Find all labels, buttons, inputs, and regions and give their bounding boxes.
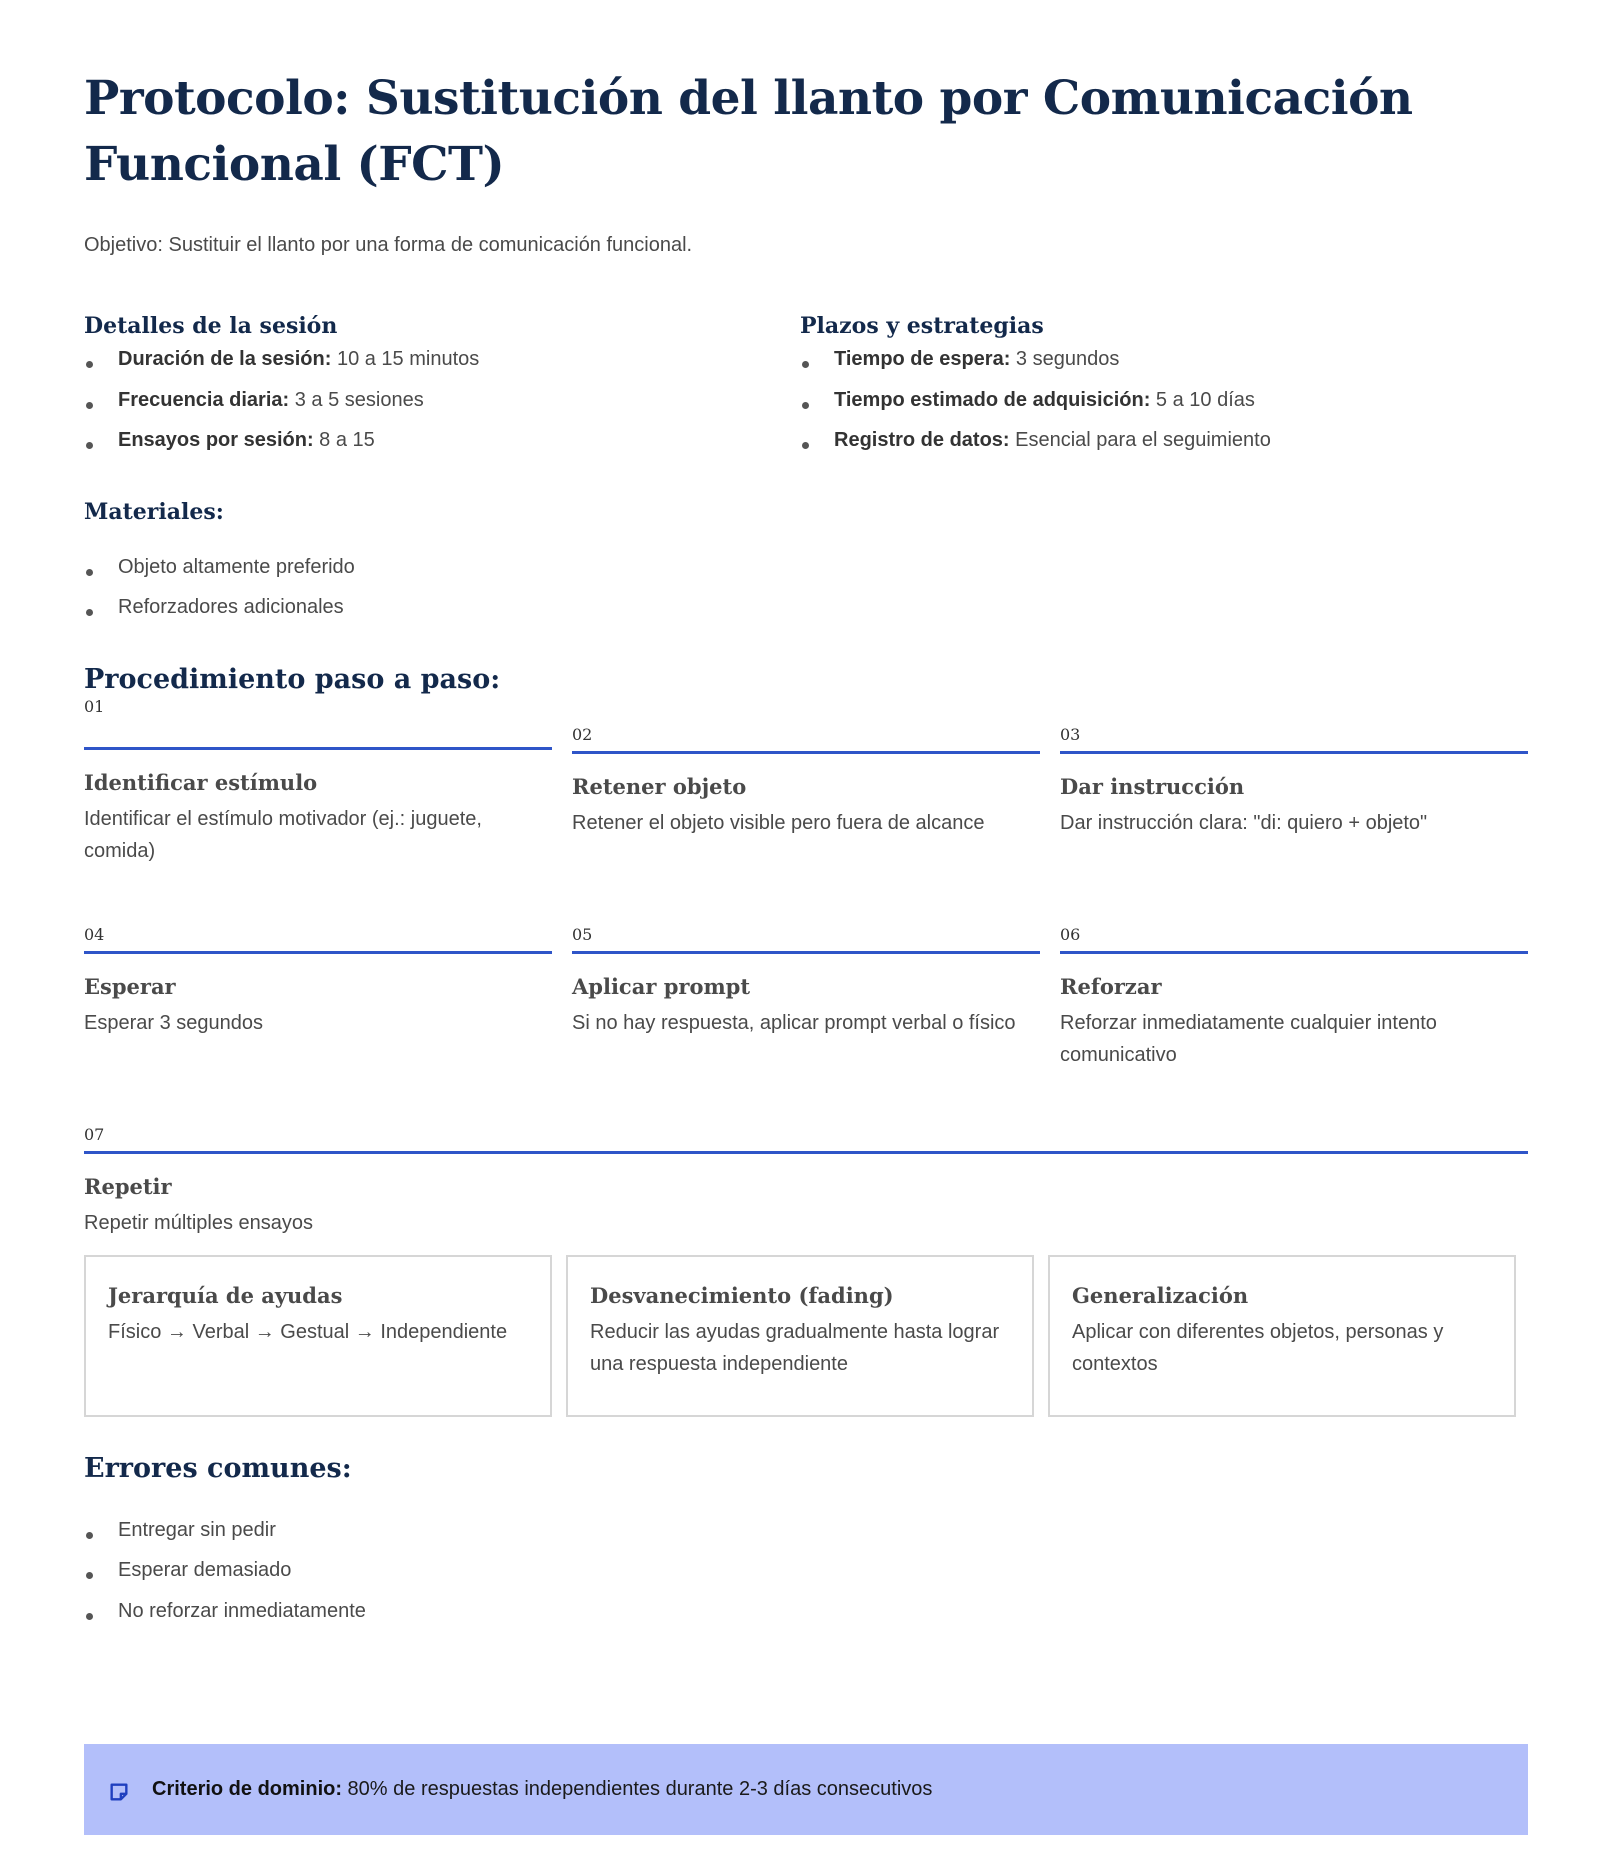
step-title: Retener objeto [572, 773, 747, 799]
item-value: 8 a 15 [313, 429, 375, 451]
step-number: 06 [1060, 924, 1081, 944]
step-divider [1060, 951, 1528, 954]
objective-text: Objetivo: Sustituir el llanto por una forma de comunicación funcional. [84, 234, 693, 256]
errors-list [84, 1510, 1516, 1632]
materials-section [84, 499, 1516, 628]
list-item: Reforzadores adicionales [84, 587, 1516, 628]
step-card [572, 723, 1040, 839]
list-item [84, 420, 800, 461]
list-item [800, 380, 1516, 421]
materials-list [84, 547, 1516, 628]
step-divider [84, 747, 552, 750]
step-number: 04 [84, 924, 105, 944]
item-value: 3 segundos [1010, 348, 1120, 370]
info-card-generalization [1048, 1255, 1516, 1417]
step-card [84, 695, 552, 867]
note-icon [108, 1781, 130, 1803]
list-item [84, 380, 800, 421]
item-label: Ensayos por sesión: [118, 429, 314, 451]
step-number: 01 [84, 696, 105, 716]
procedure-heading: Procedimiento paso a paso: [84, 663, 501, 695]
step-title: Dar instrucción [1060, 773, 1245, 799]
item-label: Tiempo estimado de adquisición: [834, 388, 1151, 411]
step-title: Reforzar [1060, 973, 1162, 999]
mastery-criterion-note [84, 1744, 1528, 1835]
list-item: Entregar sin pedir [84, 1510, 1516, 1551]
info-card-fading [566, 1255, 1034, 1417]
step-card [572, 923, 1040, 1039]
step-number: 03 [1060, 724, 1081, 744]
item-value: 10 a 15 minutos [331, 348, 480, 370]
step-divider [84, 1151, 1528, 1154]
list-item [84, 339, 800, 380]
timing-strategies [800, 313, 1516, 461]
timing-list [800, 339, 1516, 461]
note-text [152, 1778, 932, 1801]
step-divider [84, 951, 552, 954]
card-description: Aplicar con diferentes objetos, personas y contextos [1072, 1320, 1444, 1375]
step-description: Repetir múltiples ensayos [84, 1211, 313, 1234]
materials-heading: Materiales: [84, 498, 224, 525]
step-number: 07 [84, 1124, 105, 1144]
step-description: Dar instrucción clara: "di: quiero + objeto" [1060, 811, 1428, 834]
step-card [1060, 923, 1528, 1071]
item-label: Frecuencia diaria: [118, 388, 290, 411]
card-title: Desvanecimiento (fading) [590, 1282, 894, 1308]
session-details [84, 313, 800, 461]
step-card [84, 923, 552, 1039]
step-description: Reforzar inmediatamente cualquier intento comunicativo [1060, 1011, 1437, 1066]
item-value: Esencial para el seguimiento [1009, 429, 1271, 451]
errors-heading: Errores comunes: [84, 1452, 352, 1484]
step-title: Repetir [84, 1173, 172, 1199]
list-item [800, 339, 1516, 380]
session-list [84, 339, 800, 461]
info-cards [84, 1255, 1516, 1417]
step-number: 02 [572, 724, 593, 744]
list-item: No reforzar inmediatamente [84, 1591, 1516, 1632]
list-item: Objeto altamente preferido [84, 547, 1516, 588]
step-card [84, 1123, 1528, 1239]
item-label: Tiempo de espera: [834, 348, 1011, 370]
session-heading: Detalles de la sesión [84, 313, 338, 339]
step-number: 05 [572, 924, 593, 944]
step-divider [572, 951, 1040, 954]
procedure-steps [84, 695, 1516, 1255]
step-description: Identificar el estímulo motivador (ej.: juguete, comida) [84, 807, 482, 862]
item-value: 5 a 10 días [1150, 388, 1255, 411]
item-label: Duración de la sesión: [118, 348, 332, 370]
card-description: Físico → Verbal → Gestual → Independiente [108, 1320, 508, 1343]
errors-section [84, 1453, 1516, 1632]
step-title: Aplicar prompt [572, 973, 751, 999]
step-divider [572, 751, 1040, 754]
card-title: Jerarquía de ayudas [108, 1282, 343, 1308]
step-description: Retener el objeto visible pero fuera de alcance [572, 811, 985, 834]
note-label: Criterio de dominio: [152, 1778, 342, 1800]
list-item [800, 420, 1516, 461]
step-divider [1060, 751, 1528, 754]
list-item: Esperar demasiado [84, 1550, 1516, 1591]
note-value: 80% de respuestas independientes durante 2-3 días consecutivos [342, 1778, 933, 1800]
card-title: Generalización [1072, 1282, 1249, 1308]
step-description: Si no hay respuesta, aplicar prompt verbal o físico [572, 1011, 1016, 1034]
card-description: Reducir las ayudas gradualmente hasta lograr una respuesta independiente [590, 1320, 1000, 1375]
step-card [1060, 723, 1528, 839]
step-title: Esperar [84, 973, 176, 999]
step-title: Identificar estímulo [84, 769, 318, 795]
item-value: 3 a 5 sesiones [289, 388, 424, 411]
step-description: Esperar 3 segundos [84, 1011, 264, 1034]
info-card-hierarchy [84, 1255, 552, 1417]
details-section [84, 313, 1516, 461]
timing-heading: Plazos y estrategias [800, 313, 1044, 339]
item-label: Registro de datos: [834, 429, 1010, 451]
page-title: Protocolo: Sustitución del llanto por Comunicación Funcional (FCT) [84, 71, 1413, 192]
